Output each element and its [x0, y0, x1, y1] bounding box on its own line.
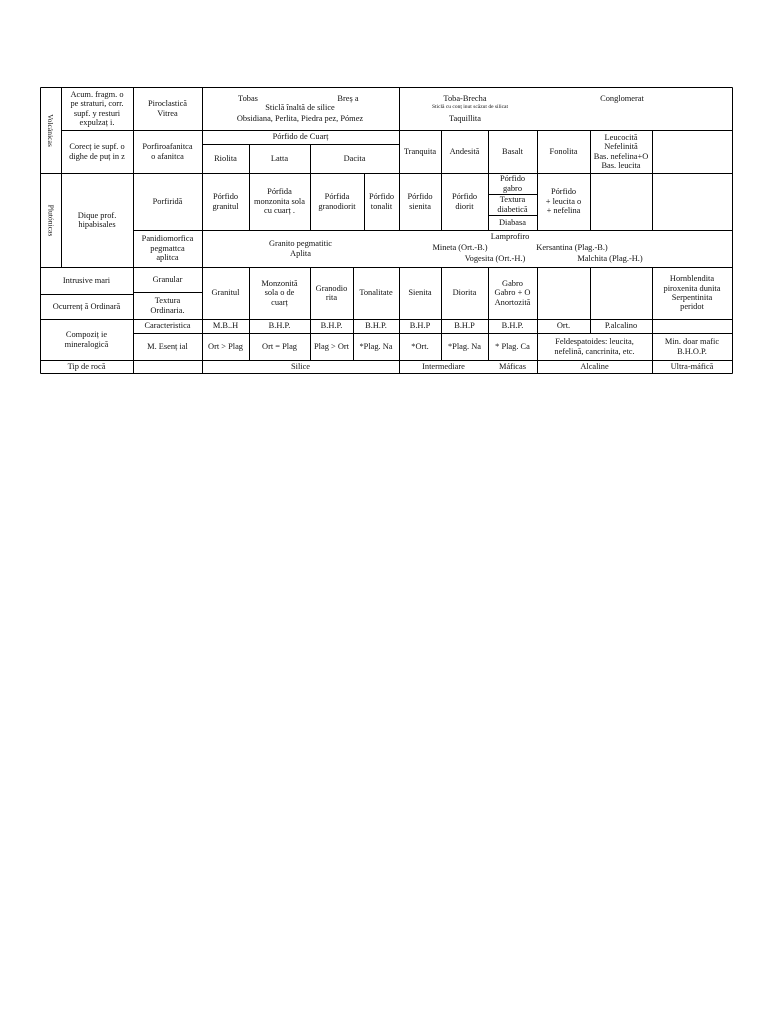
ultramafic-rocks [652, 267, 732, 319]
tip-de-roca [40, 360, 133, 373]
ocurrenta-ordinara [40, 294, 133, 319]
textura-diabetica-text: Textura [499, 195, 526, 205]
row1-origin-text: pe straturi, corr. [70, 99, 124, 109]
andesita-text: Andesită [449, 146, 480, 156]
textura-ordinaria-text: Textura [154, 296, 181, 306]
min-mafic-text: B.H.O.P. [677, 346, 707, 356]
riolita [202, 144, 249, 173]
granito-pegmatitic-text: Granito pegmatitic [268, 239, 333, 249]
ultramafic-rocks-text: Serpentinita [671, 293, 713, 302]
toba-note [400, 102, 540, 112]
textura-diabetica-text: diabetică [497, 204, 528, 214]
m-esential-text: M. Esenț ial [147, 341, 188, 351]
textura-diabetica [488, 194, 537, 215]
dacita [310, 144, 399, 173]
sienita [399, 267, 441, 319]
char-value-text: B.H.P [454, 321, 475, 331]
leucocita [590, 130, 652, 173]
row3-type-text: Porfiridă [152, 196, 183, 206]
row1-type-text: Piroclastică [147, 99, 188, 109]
tip-de-roca-text: Tip de rocă [67, 361, 106, 371]
ultramafic-rocks-text: peridot [680, 302, 704, 312]
sticla-examples [205, 112, 395, 126]
porfido-leucita-text: + nefelina [546, 206, 581, 216]
lamprofiro-text: Lamprofiro [490, 232, 530, 242]
tranquita [399, 130, 441, 173]
dacita-text: Dacita [343, 153, 366, 163]
basalt [488, 130, 537, 173]
porfido-sienita-text: Pórfido [407, 192, 433, 202]
porfido-diorit-text: Pórfido [451, 192, 478, 202]
leucocita-text: Leucocită [604, 132, 638, 142]
essential-value-text: *Plag. Na [359, 341, 393, 351]
row4-type-text: pegmattca [150, 243, 185, 253]
maficas [488, 360, 537, 373]
row1-type [133, 87, 202, 130]
malchita [560, 253, 660, 265]
porfido-granitul-text: granitul [212, 201, 239, 211]
diabasa-text: Diabasa [499, 217, 526, 227]
char-value [249, 319, 310, 333]
essential-value [441, 333, 488, 360]
toba-note-text: Sticlă cu conț inut scăzut de silicat [431, 103, 509, 110]
gabro-text: Gabro [502, 278, 523, 288]
row2-type-text: Porfiroafanitca [142, 142, 193, 152]
row1-origin-text: supf. y resturi [73, 108, 121, 118]
malchita-text: Malchita (Plag.-H.) [577, 254, 643, 264]
porfido-leucita [537, 173, 590, 230]
char-value [399, 319, 441, 333]
porfido-tonalit-text: tonalit [370, 201, 393, 211]
ultramafic-rocks-text: Hornblendita [669, 274, 715, 284]
porfida-monzonita [249, 173, 310, 230]
tonalitate-text: Tonalitate [359, 288, 393, 298]
granular-text: Granular [152, 274, 183, 284]
porfido-tonalit [364, 173, 399, 230]
ocurrenta-ordinara-text: Ocurrenț ă Ordinară [52, 301, 121, 311]
porfida-granodiorit-text: Pórfida [324, 192, 350, 202]
intermediare [399, 360, 488, 373]
char-value [488, 319, 537, 333]
row1-type-text: Vitrea [157, 108, 178, 118]
ultramafic-rocks-text: piroxenita dunita [663, 283, 721, 293]
char-value [353, 319, 399, 333]
gabro-text: Gabro + O [494, 288, 531, 298]
row4-type-text: aplitca [156, 253, 179, 263]
fonolita [537, 130, 590, 173]
m-esential [133, 333, 202, 360]
char-value-text: B.H.P [409, 321, 431, 331]
essential-value [488, 333, 537, 360]
composition-label [40, 319, 133, 360]
row3-type [133, 173, 202, 230]
monzonita-text: Monzonită [261, 278, 298, 288]
essential-value-text: Ort > Plag [208, 341, 243, 351]
essential-value [310, 333, 353, 360]
intrusive-mari [40, 267, 133, 294]
maficas-text: Máficas [499, 361, 526, 371]
essential-value-text: Ort = Plag [262, 341, 297, 351]
leucocita-text: Bas. nefelina+O [593, 151, 649, 161]
caracteristica-text: Caracteristica [144, 321, 191, 331]
sticla-label-text: Sticlă înaltă de silice [265, 102, 335, 112]
volcanic-side-label [40, 87, 61, 173]
porfido-sienita [399, 173, 441, 230]
diorita-text: Diorita [452, 288, 477, 298]
row2-type [133, 130, 202, 173]
monzonita-text: cuarț [271, 297, 288, 307]
granodiorita-text: rita [325, 293, 338, 302]
char-value-text: B.H.P. [268, 321, 291, 331]
feldespatoides-text: nefelină, cancrinita, etc. [554, 346, 635, 356]
porfido-granitul-text: Pórfido [212, 192, 239, 202]
porfido-gabro-text: gabro [502, 183, 523, 193]
vogesita-text: Vogesita (Ort.-H.) [464, 254, 526, 264]
sienita-text: Sienita [408, 288, 432, 298]
vogesita [445, 253, 545, 265]
mineta-text: Mineta (Ort.-B.) [432, 243, 488, 253]
porfido-tonalit-text: Pórfido [368, 192, 395, 202]
row3-origin-text: Dique prof. [77, 210, 117, 220]
ultra-mafica-text: Ultra-máfică [670, 361, 714, 371]
taquillita-label-text: Taquillita [449, 114, 481, 124]
feldespatoides [537, 333, 652, 360]
latta [249, 144, 310, 173]
conglomerat-label-text: Conglomerat [600, 94, 644, 104]
porfido-gabro [488, 173, 537, 194]
essential-value [249, 333, 310, 360]
essential-value [353, 333, 399, 360]
essential-value-text: * Plag. Ca [495, 341, 530, 351]
monzonita-text: sola o de [264, 288, 295, 298]
row3-origin [61, 173, 133, 267]
row2-origin [61, 130, 133, 173]
tonalitate [353, 267, 399, 319]
textura-ordinaria [133, 292, 202, 319]
char-value-text: M.B..H [212, 321, 239, 331]
granodiorita-text: Granodio [315, 283, 348, 293]
char-value-text: P.alcalino [604, 321, 638, 331]
andesita [441, 130, 488, 173]
granito-pegmatitic-text: Aplita [290, 248, 311, 258]
essential-value [399, 333, 441, 360]
essential-value-text: *Ort. [411, 341, 429, 351]
char-value [590, 319, 652, 333]
porfido-gabro-text: Pórfido [499, 174, 526, 184]
porfido-leucita-text: Pórfido [550, 187, 577, 197]
essential-value-text: *Plag. Na [447, 341, 482, 351]
char-value-text: B.H.P. [365, 321, 387, 331]
bres-label-text: Breș a [337, 94, 359, 104]
intermediare-text: Intermediare [422, 361, 465, 371]
row4-type-text: Panidiomorfica [141, 234, 194, 244]
ultra-mafica [652, 360, 732, 373]
sticla-examples-text: Obsidiana, Perlita, Piedra pez, Pómez [236, 114, 364, 124]
diorita [441, 267, 488, 319]
alcaline [537, 360, 652, 373]
char-value [202, 319, 249, 333]
porfido-leucita-text: + leucita o [545, 196, 582, 206]
taquillita-label [410, 112, 520, 126]
row1-origin-text: Acum. fragm. o [70, 89, 124, 99]
monzonita [249, 267, 310, 319]
essential-value [202, 333, 249, 360]
silice [202, 360, 399, 373]
min-mafic-text: Min. doar mafic [664, 337, 720, 347]
composition-label-text: mineralogică [64, 339, 109, 349]
char-value [441, 319, 488, 333]
porfido-diorit-text: diorit [455, 201, 474, 211]
char-value-text: Ort. [556, 321, 571, 331]
porfida-granodiorit [310, 173, 364, 230]
silice-text: Silice [290, 361, 311, 371]
gabro-text: Anortozită [494, 297, 531, 307]
porfida-monzonita-text: Pórfida [267, 187, 292, 197]
latta-text: Latta [270, 153, 289, 163]
basalt-text: Basalt [502, 146, 523, 156]
char-value-text: B.H.P. [501, 321, 524, 331]
tranquita-text: Tranquita [403, 146, 437, 156]
essential-value-text: Plag > Ort [314, 341, 349, 351]
row2-origin-text: Corecț ie supf. o [69, 142, 125, 152]
conglomerat-label [570, 92, 674, 106]
alcaline-text: Alcaline [580, 361, 609, 371]
plutonic-side-label-text: Plutónicas [46, 204, 56, 236]
porfido-cuart-text: Pórfido de Cuarț [272, 132, 329, 142]
char-value [537, 319, 590, 333]
tobas-label-text: Tobas [238, 94, 258, 104]
volcanic-side-label-text: Volcánicas [46, 113, 56, 147]
row3-origin-text: hipabisales [78, 220, 116, 229]
porfido-diorit [441, 173, 488, 230]
porfido-granitul [202, 173, 249, 230]
granito-pegmatitic [202, 230, 399, 267]
caracteristica [133, 319, 202, 333]
porfido-sienita-text: sienita [409, 201, 431, 211]
porfida-monzonita-text: cu cuarț . [264, 206, 295, 216]
granitul [202, 267, 249, 319]
plutonic-side-label [40, 173, 61, 267]
fonolita-text: Fonolita [549, 146, 578, 156]
intrusive-mari-text: Intrusive mari [62, 275, 111, 285]
granular [133, 267, 202, 292]
granodiorita [310, 267, 353, 319]
row1-origin [61, 87, 133, 130]
diabasa [488, 215, 537, 230]
porfido-cuart [202, 130, 399, 144]
composition-label-text: Compoziț ie [65, 330, 108, 340]
textura-ordinaria-text: Ordinaria. [150, 305, 185, 315]
row2-type-text: o afanitca [151, 151, 184, 161]
leucocita-text: Nefelinită [604, 142, 638, 152]
granitul-text: Granitul [211, 288, 240, 298]
leucocita-text: Bas. leucita [601, 160, 641, 170]
row1-origin-text: expulzaț i. [79, 117, 115, 127]
row2-origin-text: dighe de puț in z [69, 151, 125, 161]
toba-brecha-label-text: Toba-Brecha [443, 94, 487, 104]
char-value-text: B.H.P. [320, 321, 343, 331]
char-value [310, 319, 353, 333]
porfida-granodiorit-text: granodiorit [318, 201, 356, 211]
riolita-text: Riolita [214, 153, 237, 163]
row4-type [133, 230, 202, 267]
gabro [488, 267, 537, 319]
porfida-monzonita-text: monzonita sola [254, 196, 305, 206]
feldespatoides-text: Feldespatoides: leucita, [555, 337, 634, 347]
kersantina-text: Kersantina (Plag.-B.) [536, 243, 608, 253]
min-mafic [652, 333, 732, 360]
